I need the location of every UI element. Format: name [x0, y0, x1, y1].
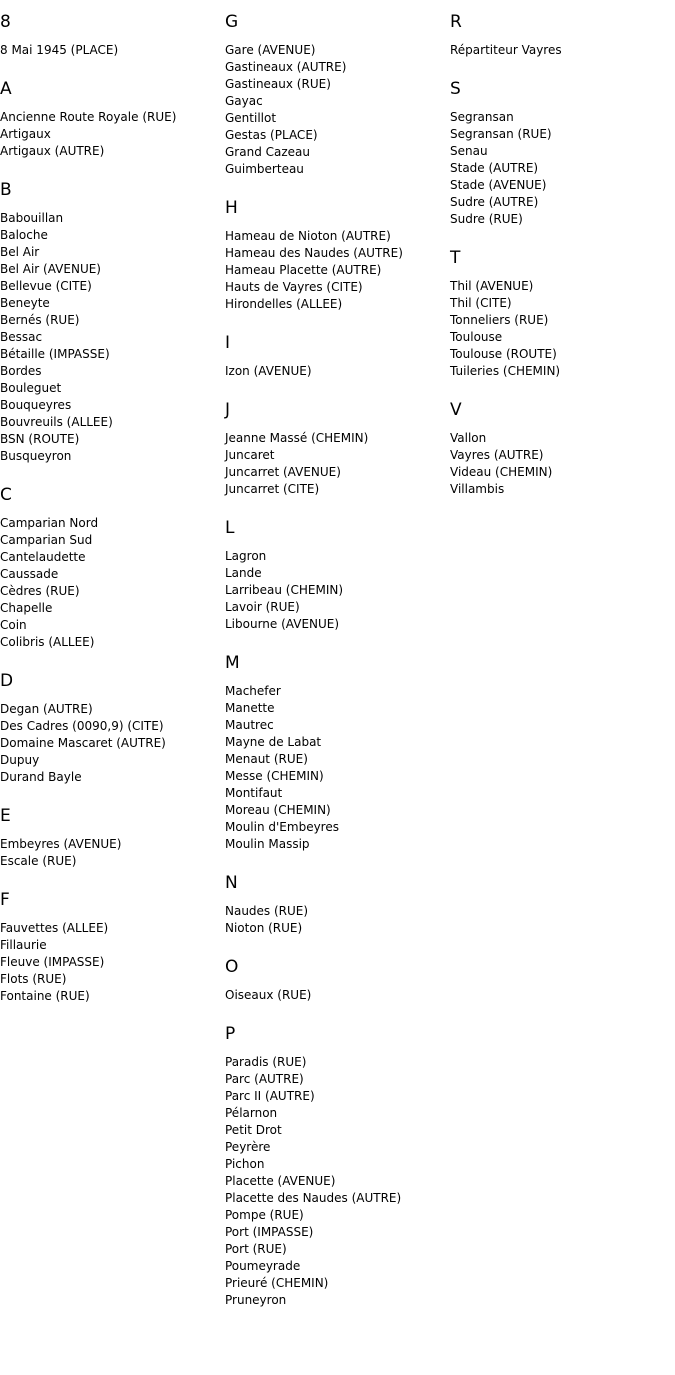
street-list: [225, 683, 450, 853]
street-name: Domaine Mascaret (AUTRE): [0, 736, 166, 750]
street-name: Gastineaux (AUTRE): [225, 60, 347, 74]
street-name: Menaut (RUE): [225, 752, 308, 766]
street-name: Des Cadres (0090,9) (CITE): [0, 719, 164, 733]
street-name: Fleuve (IMPASSE): [0, 955, 105, 969]
street-name: Mautrec: [225, 718, 274, 732]
section-letter-heading: S: [450, 79, 461, 99]
street-name: Stade (AVENUE): [450, 178, 547, 192]
section-letter-heading: D: [0, 671, 14, 691]
street-name: Bessac: [0, 330, 43, 344]
street-name: Libourne (AVENUE): [225, 617, 340, 631]
letter-section: [0, 485, 225, 651]
street-list: [225, 1054, 450, 1309]
street-name: Vayres (AUTRE): [450, 448, 544, 462]
street-name: Videau (CHEMIN): [450, 465, 553, 479]
street-name: Escale (RUE): [0, 854, 77, 868]
street-name: Sudre (RUE): [450, 212, 523, 226]
street-name: Pruneyron: [225, 1293, 287, 1307]
street-name: Bordes: [0, 364, 42, 378]
street-name: Bouqueyres: [0, 398, 72, 412]
letter-section: [0, 890, 225, 1005]
street-name: Toulouse: [450, 330, 503, 344]
section-letter-heading: V: [450, 400, 462, 420]
street-name: Durand Bayle: [0, 770, 82, 784]
street-name: Stade (AUTRE): [450, 161, 539, 175]
street-name: Cantelaudette: [0, 550, 86, 564]
street-name: Machefer: [225, 684, 281, 698]
street-name: Sudre (AUTRE): [450, 195, 539, 209]
street-name: Parc II (AUTRE): [225, 1089, 315, 1103]
street-name: Colibris (ALLEE): [0, 635, 95, 649]
street-name: Pompe (RUE): [225, 1208, 304, 1222]
street-name: Baloche: [0, 228, 48, 242]
letter-section: [225, 653, 450, 853]
street-name: Segransan: [450, 110, 514, 124]
street-name: Busqueyron: [0, 449, 72, 463]
section-letter-heading: T: [450, 248, 461, 268]
letter-section: [0, 12, 225, 59]
section-letter-heading: R: [450, 12, 462, 32]
street-name: Montifaut: [225, 786, 283, 800]
street-name: Placette des Naudes (AUTRE): [225, 1191, 402, 1205]
street-name: Toulouse (ROUTE): [450, 347, 557, 361]
section-letter-heading: 8: [0, 12, 11, 32]
street-name: Senau: [450, 144, 488, 158]
street-name: Camparian Nord: [0, 516, 99, 530]
section-letter-heading: C: [0, 485, 12, 505]
section-letter-heading: P: [225, 1024, 236, 1044]
letter-section: [0, 671, 225, 786]
street-name: Bouleguet: [0, 381, 62, 395]
letter-section: [225, 518, 450, 633]
letter-section: [450, 248, 675, 380]
street-name: Moulin Massip: [225, 837, 310, 851]
section-letter-heading: B: [0, 180, 12, 200]
street-name: Vallon: [450, 431, 487, 445]
street-name: Bouvreuils (ALLEE): [0, 415, 113, 429]
letter-section: [225, 957, 450, 1004]
street-name: Lavoir (RUE): [225, 600, 300, 614]
street-name: Parc (AUTRE): [225, 1072, 304, 1086]
street-name: BSN (ROUTE): [0, 432, 80, 446]
street-name: Hameau des Naudes (AUTRE): [225, 246, 403, 260]
street-name: Placette (AVENUE): [225, 1174, 336, 1188]
letter-section: [225, 873, 450, 937]
street-name: Gastineaux (RUE): [225, 77, 331, 91]
section-letter-heading: N: [225, 873, 238, 893]
letter-section: [450, 400, 675, 498]
street-list: [450, 430, 675, 498]
street-name: Gestas (PLACE): [225, 128, 318, 142]
street-name: Juncarret (CITE): [225, 482, 320, 496]
letter-section: [0, 79, 225, 160]
letter-section: [225, 12, 450, 178]
street-name: Fillaurie: [0, 938, 47, 952]
street-name: Nioton (RUE): [225, 921, 303, 935]
section-letter-heading: J: [225, 400, 231, 420]
street-name: Ancienne Route Royale (RUE): [0, 110, 177, 124]
street-list: [450, 42, 675, 59]
street-name: Gare (AVENUE): [225, 43, 316, 57]
street-list: [0, 210, 225, 465]
street-name: Camparian Sud: [0, 533, 93, 547]
street-name: Paradis (RUE): [225, 1055, 307, 1069]
street-name: Port (RUE): [225, 1242, 287, 1256]
street-list: [0, 701, 225, 786]
letter-section: [0, 806, 225, 870]
street-name: Moulin d'Embeyres: [225, 820, 339, 834]
street-name: Beneyte: [0, 296, 50, 310]
street-name: Chapelle: [0, 601, 53, 615]
street-name: Tuileries (CHEMIN): [450, 364, 561, 378]
street-name: Caussade: [0, 567, 59, 581]
street-name: Segransan (RUE): [450, 127, 552, 141]
street-list: [450, 109, 675, 228]
street-name: Hauts de Vayres (CITE): [225, 280, 363, 294]
street-name: Thil (AVENUE): [450, 279, 534, 293]
section-letter-heading: H: [225, 198, 238, 218]
street-name: Juncarret (AVENUE): [225, 465, 341, 479]
street-name: Lagron: [225, 549, 267, 563]
street-name: Naudes (RUE): [225, 904, 309, 918]
street-name: Izon (AVENUE): [225, 364, 312, 378]
street-name: Pélarnon: [225, 1106, 278, 1120]
street-list: [225, 42, 450, 178]
street-name: Moreau (CHEMIN): [225, 803, 331, 817]
street-list: [0, 836, 225, 870]
street-name: Manette: [225, 701, 275, 715]
street-name: Port (IMPASSE): [225, 1225, 314, 1239]
letter-section: [450, 79, 675, 228]
street-name: Lande: [225, 566, 262, 580]
street-name: Jeanne Massé (CHEMIN): [225, 431, 369, 445]
street-name: Bel Air (AVENUE): [0, 262, 101, 276]
section-letter-heading: M: [225, 653, 240, 673]
street-name: Fauvettes (ALLEE): [0, 921, 109, 935]
section-letter-heading: I: [225, 333, 231, 353]
street-list: [225, 363, 450, 380]
street-name: Babouillan: [0, 211, 64, 225]
street-list: [225, 430, 450, 498]
street-list: [0, 515, 225, 651]
street-list: [225, 903, 450, 937]
street-name: Poumeyrade: [225, 1259, 301, 1273]
street-name: Oiseaux (RUE): [225, 988, 312, 1002]
street-name: Guimberteau: [225, 162, 304, 176]
street-list: [0, 42, 225, 59]
street-name: Fontaine (RUE): [0, 989, 90, 1003]
section-letter-heading: O: [225, 957, 239, 977]
street-name: Bel Air: [0, 245, 40, 259]
letter-section: [225, 400, 450, 498]
street-name: 8 Mai 1945 (PLACE): [0, 43, 119, 57]
street-list: [0, 920, 225, 1005]
street-name: Larribeau (CHEMIN): [225, 583, 344, 597]
street-name: Artigaux (AUTRE): [0, 144, 105, 158]
index-column: [225, 0, 450, 1309]
street-name: Embeyres (AVENUE): [0, 837, 122, 851]
index-column: [0, 0, 225, 1005]
street-name: Pichon: [225, 1157, 265, 1171]
section-letter-heading: F: [0, 890, 10, 910]
street-name: Artigaux: [0, 127, 51, 141]
street-list: [225, 228, 450, 313]
street-name: Cèdres (RUE): [0, 584, 80, 598]
street-name: Coin: [0, 618, 27, 632]
letter-section: [0, 180, 225, 465]
index-column: [450, 0, 675, 498]
letter-section: [225, 198, 450, 313]
street-name: Villambis: [450, 482, 505, 496]
street-name: Bétaille (IMPASSE): [0, 347, 110, 361]
letter-section: [225, 333, 450, 380]
street-name: Degan (AUTRE): [0, 702, 93, 716]
street-name: Peyrère: [225, 1140, 271, 1154]
letter-section: [450, 12, 675, 59]
street-name: Gentillot: [225, 111, 277, 125]
street-name: Petit Drot: [225, 1123, 282, 1137]
street-list: [225, 987, 450, 1004]
street-name: Bernés (RUE): [0, 313, 80, 327]
street-name: Gayac: [225, 94, 263, 108]
street-name: Prieuré (CHEMIN): [225, 1276, 329, 1290]
letter-section: [225, 1024, 450, 1309]
section-letter-heading: E: [0, 806, 11, 826]
street-name: Mayne de Labat: [225, 735, 322, 749]
street-list: [225, 548, 450, 633]
street-name: Hameau de Nioton (AUTRE): [225, 229, 391, 243]
street-list: [0, 109, 225, 160]
street-name: Hameau Placette (AUTRE): [225, 263, 382, 277]
street-name: Tonneliers (RUE): [450, 313, 549, 327]
section-letter-heading: L: [225, 518, 235, 538]
street-name: Juncaret: [225, 448, 275, 462]
street-name: Dupuy: [0, 753, 40, 767]
street-list: [450, 278, 675, 380]
street-name: Répartiteur Vayres: [450, 43, 562, 57]
street-name: Thil (CITE): [450, 296, 512, 310]
section-letter-heading: G: [225, 12, 239, 32]
street-name: Grand Cazeau: [225, 145, 310, 159]
street-name: Messe (CHEMIN): [225, 769, 324, 783]
street-name: Bellevue (CITE): [0, 279, 92, 293]
street-name: Hirondelles (ALLEE): [225, 297, 343, 311]
street-name: Flots (RUE): [0, 972, 67, 986]
section-letter-heading: A: [0, 79, 12, 99]
